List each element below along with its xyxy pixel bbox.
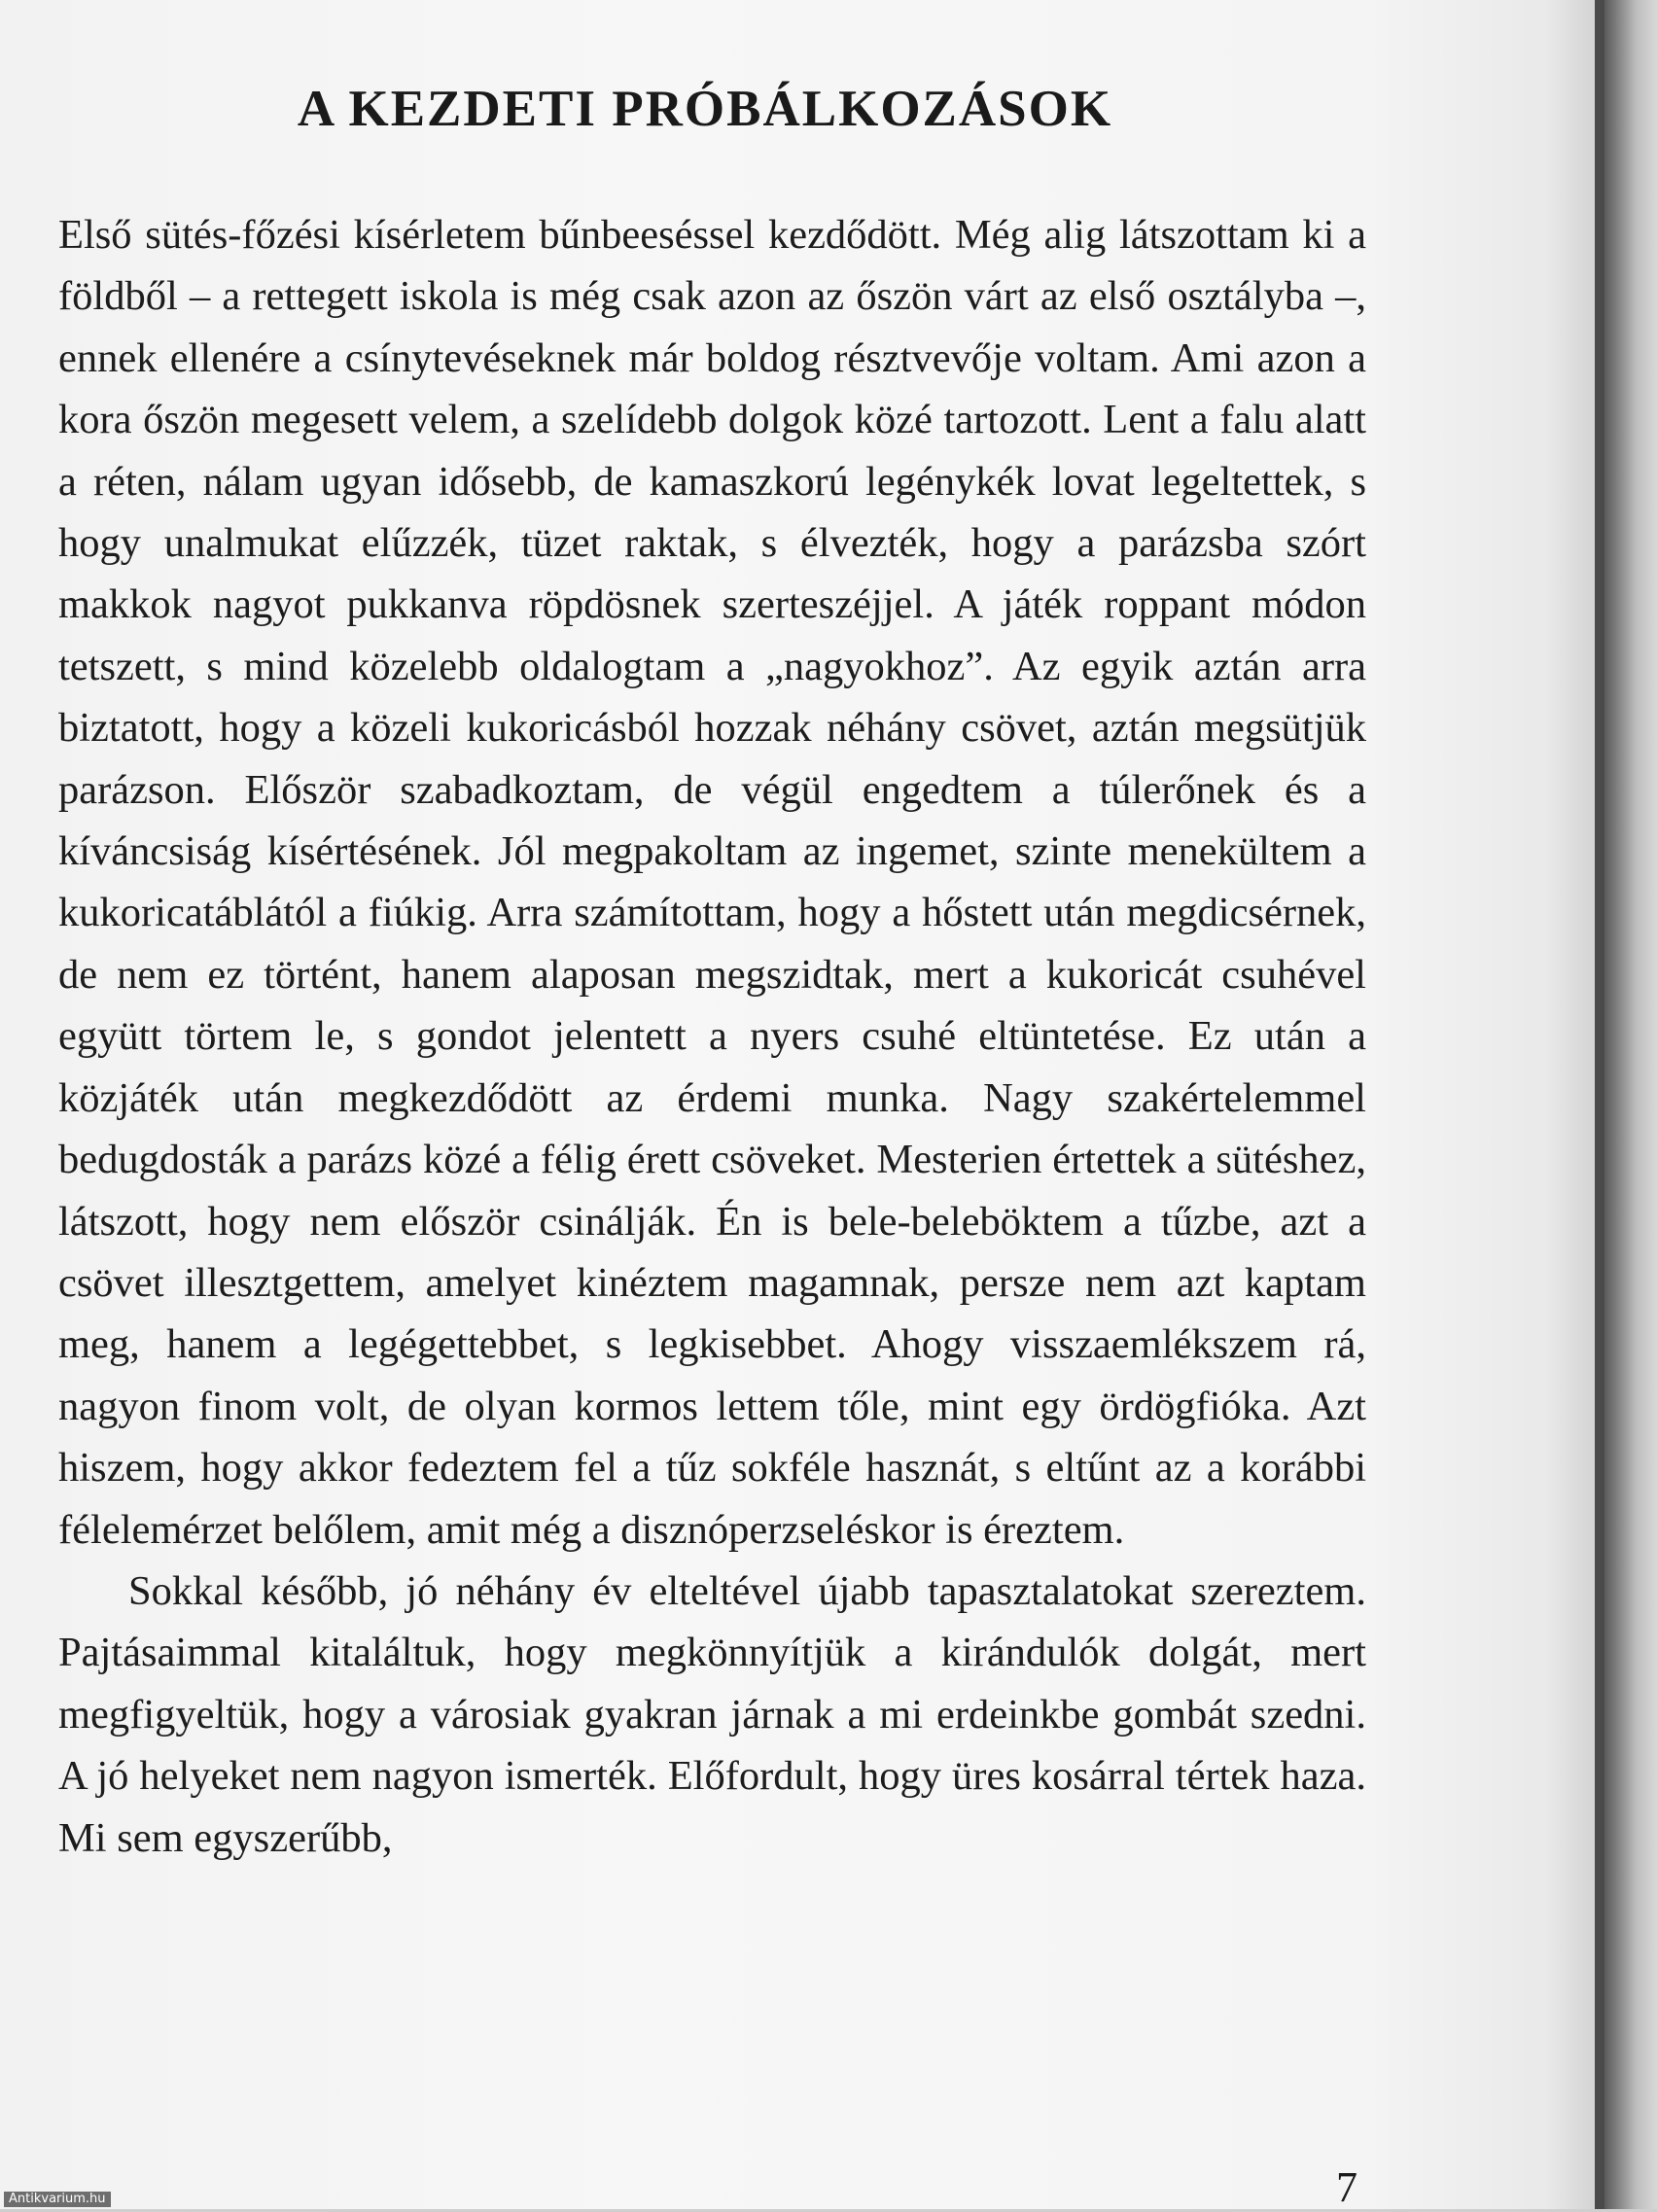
book-binding xyxy=(1604,0,1657,2209)
paragraph: Sokkal később, jó néhány év elteltével újabb tapasztalatokat szereztem. Pajtásaimmal kitaláltuk, hogy megkönnyítjük a kirándulók dolgát, mert megfigyeltük, hogy a városiak gyakran járnak a mi erdeinkbe gombát szedni. A jó helyeket nem nagyon ismerték. Előfordult, hogy üres kosárral tértek haza. Mi sem egyszerűbb, xyxy=(58,1567,1366,1861)
page-number: 7 xyxy=(1336,2163,1357,2211)
binding-shadow xyxy=(1595,0,1604,2209)
watermark: Antikvarium.hu xyxy=(4,2192,111,2207)
body-text xyxy=(58,204,1366,1869)
paragraph: Első sütés-főzési kísérletem bűnbeeséssel kezdődött. Még alig látszottam ki a földből – a rettegett iskola is még csak azon az őszön várt az első osztályba –, ennek ellenére a csínytevéseknek már boldog résztvevője voltam. Ami azon a kora őszön megesett velem, a szelídebb dolgok közé tartozott. Lent a falu alatt a réten, nálam ugyan idősebb, de kamaszkorú legénykék lovat legeltettek, s hogy unalmukat elűzzék, tüzet raktak, s élvezték, hogy a parázsba szórt makkok nagyot pukkanva röpdösnek szerteszéjjel. A játék roppant módon tetszett, s mind közelebb oldalogtam a „nagyokhoz”. Az egyik aztán arra biztatott, hogy a közeli kukoricásból hozzak néhány csövet, aztán megsütjük parázson. Először szabadkoztam, de végül engedtem a túlerőnek és a kíváncsiság kísértésének. Jól megpakoltam az ingemet, szinte menekültem a kukoricatáblától a fiúkig. Arra számítottam, hogy a hőstett után megdicsérnek, de nem ez történt, hanem alaposan megszidtak, mert a kukoricát csuhével együtt törtem le, s gondot jelentett a nyers csuhé eltüntetése. Ez után a közjáték után megkezdődött az érdemi munka. Nagy szakértelemmel bedugdosták a parázs közé a félig érett csöveket. Mesterien értettek a sütéshez, látszott, hogy nem először csinálják. Én is bele-beleböktem a tűzbe, azt a csövet illesztgettem, amelyet kinéztem magamnak, persze nem azt kaptam meg, hanem a legégettebbet, s legkisebbet. Ahogy visszaemlékszem rá, nagyon finom volt, de olyan kormos lettem tőle, mint egy ördögfióka. Azt hiszem, hogy akkor fedeztem fel a tűz sokféle hasznát, s eltűnt az a korábbi félelemérzet belőlem, amit még a disznóperzseléskor is éreztem. xyxy=(58,212,1366,1553)
chapter-title: A KEZDETI PRÓBÁLKOZÁSOK xyxy=(297,81,1113,137)
